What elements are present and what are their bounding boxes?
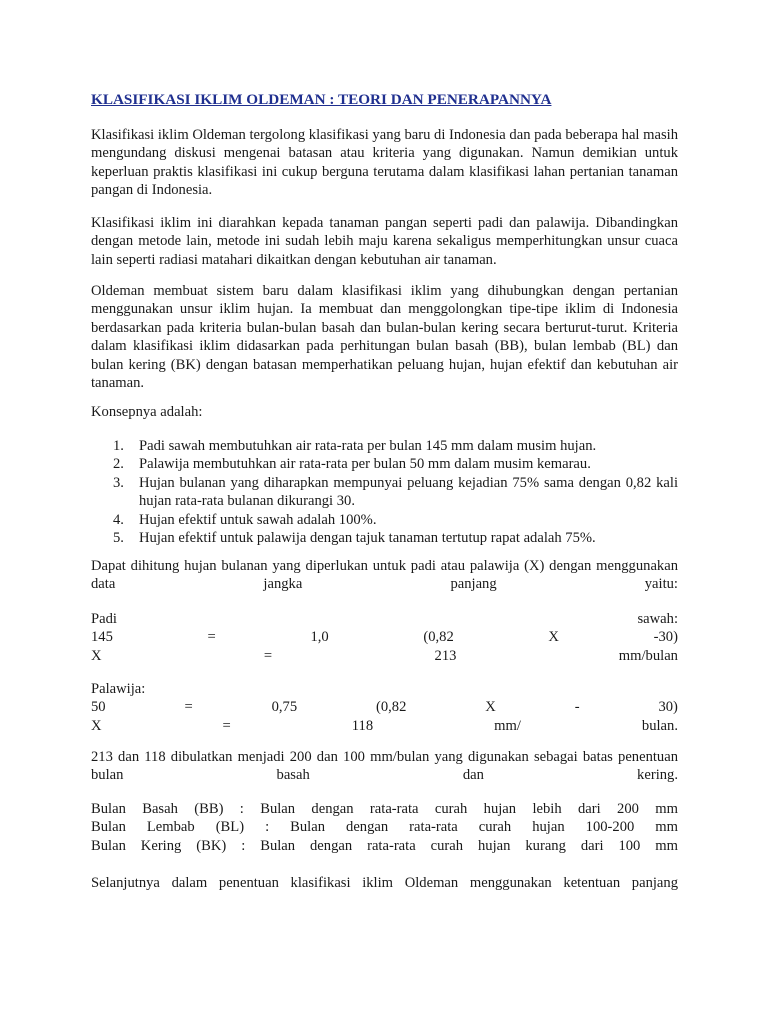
definition-bulan-lembab: Bulan Lembab (BL) : Bulan dengan rata-rata curah hujan 100-200 mm [91,819,678,836]
paragraph-purpose: Klasifikasi iklim ini diarahkan kepada tanaman pangan seperti padi dan palawija. Dibandingkan dengan metode lain, metode ini sudah lebih maju karena sekaligus memperhitungkan unsur cuaca lain seperti radiasi matahari dikaitkan dengan kebutuhan air tanaman. [91,215,678,268]
concept-list [91,437,678,547]
palawija-equation-1: 50 = 0,75 (0,82 X - 30) [91,699,678,716]
paragraph-intro: Klasifikasi iklim Oldeman tergolong klasifikasi yang baru di Indonesia dan pada beberapa hal masih mengundang diskusi mengenai batasan atau kriteria yang digunakan. Namun demikian untuk keperluan praktis klasifikasi ini cukup berguna terutama dalam klasifikasi lahan pertanian tanaman pangan di Indonesia. [91,127,678,199]
definitions-block [91,800,678,855]
padi-block [91,610,678,665]
document-title: KLASIFIKASI IKLIM OLDEMAN : TEORI DAN PENERAPANNYA [91,91,552,108]
palawija-heading: Palawija: [91,681,146,697]
definition-bulan-kering: Bulan Kering (BK) : Bulan dengan rata-rata curah hujan kurang dari 100 mm [91,837,678,854]
definition-bulan-basah: Bulan Basah (BB) : Bulan dengan rata-rata curah hujan lebih dari 200 mm [91,801,678,817]
palawija-equation-2: X = 118 mm/ bulan. [91,717,678,734]
paragraph-system: Oldeman membuat sistem baru dalam klasifikasi iklim yang dihubungkan dengan pertanian menggunakan unsur iklim hujan. Ia membuat dan menggolongkan tipe-tipe iklim di Indonesia berdasarkan pada kriteria bulan-bulan basah dan bulan-bulan kering secara berturut-turut. Kriteria dalam klasifikasi iklim didasarkan pada perhitungan bulan basah (BB), bulan lembab (BL) dan bulan kering (BK) dengan batasan memperhatikan peluang hujan, hujan efektif dan kebutuhan air tanaman. [91,283,678,392]
concept-item: 1. Padi sawah membutuhkan air rata-rata per bulan 145 mm dalam musim hujan. [113,438,597,454]
padi-equation-1: 145 = 1,0 (0,82 X -30) [91,629,678,646]
concept-item: 2. Palawija membutuhkan air rata-rata per bulan 50 mm dalam musim kemarau. [113,456,591,473]
padi-equation-2: X = 213 mm/bulan [91,647,678,664]
concept-item: 4. Hujan efektif untuk sawah adalah 100%. [113,511,377,528]
paragraph-continuation: Selanjutnya dalam penentuan klasifikasi iklim Oldeman menggunakan ketentuan panjang [91,875,678,891]
padi-heading: Padi sawah: [91,611,678,627]
paragraph-concept-intro: Konsepnya adalah: [91,404,203,420]
paragraph-calculation: Dapat dihitung hujan bulanan yang diperlukan untuk padi atau palawija (X) dengan menggunakan data jangka panjang yaitu: [91,558,678,593]
palawija-block [91,680,678,735]
concept-item: 3. Hujan bulanan yang diharapkan mempunyai peluang kejadian 75% sama dengan 0,82 kali hujan rata-rata bulanan dikurangi 30. [113,474,678,510]
concept-item: 5. Hujan efektif untuk palawija dengan tajuk tanaman tertutup rapat adalah 75%. [113,530,596,547]
paragraph-rounding: 213 dan 118 dibulatkan menjadi 200 dan 100 mm/bulan yang digunakan sebagai batas penentuan bulan basah dan kering. [91,749,678,784]
